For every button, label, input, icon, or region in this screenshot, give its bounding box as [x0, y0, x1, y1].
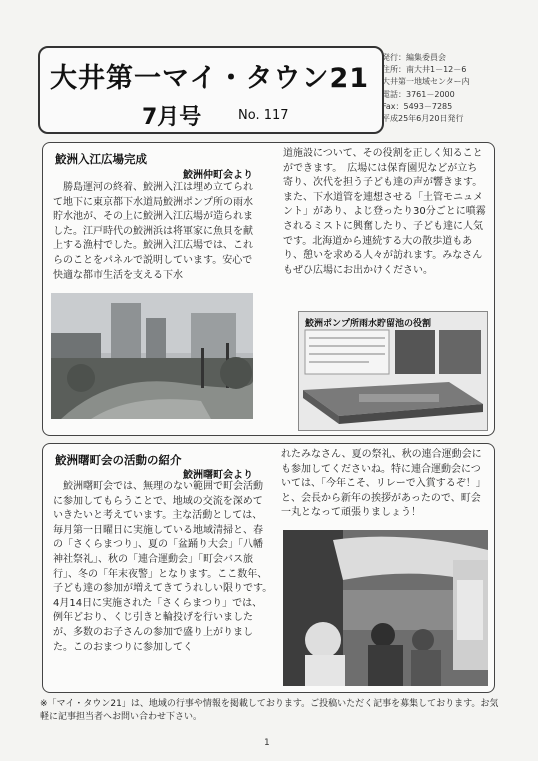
page-number: 1 — [264, 738, 270, 748]
publisher-address: 住所：南大井1－12－6 — [382, 65, 467, 75]
footer-note: ※「マイ・タウン21」は、地域の行事や情報を掲載しております。ご投稿いただく記事を募集しております。お気軽に記事担当者へお問い合わせ下さい。 — [40, 699, 499, 722]
article-samezu-plaza — [42, 142, 495, 436]
publisher-fax: Fax：5493－7285 — [382, 101, 453, 111]
issue-number: No. 117 — [238, 108, 289, 123]
diagram-title: 鮫洲ポンプ所雨水貯留池の役割 — [305, 319, 432, 329]
festival-photo — [283, 530, 488, 686]
publish-date: 平成25年6月20日発行 — [382, 114, 464, 124]
plaza-photo-image — [51, 293, 253, 419]
diagram-illustration — [299, 312, 487, 430]
publisher-address-2: 大井第一地域センター内 — [382, 77, 470, 87]
article-byline: 鮫洲仲町会より — [183, 170, 253, 181]
publisher-info — [382, 52, 504, 125]
article-title: 鮫洲曙町会の活動の紹介 — [55, 453, 182, 467]
article-title: 鮫洲入江広場完成 — [55, 152, 147, 166]
article-body-right: 道施設について、その役割を正しく知ることができます。 広場には保育園児などが立ち寄り、次代を担う子ども達の声が響きます。また、下水道管を連想させる「土管モニュメント」があり、よじ登ったり30分ごとに噴霧されるミストに興奮したり、子ども達に人気です。北海道から連続する大の散歩道もあり、憩いを求める人々が訪れます。みなさんもぜひ広場にお出かけください。 — [283, 148, 486, 276]
festival-photo-image — [283, 530, 488, 686]
article-byline: 鮫洲曙町会より — [183, 470, 253, 481]
article-body-left: 鮫洲曙町会では、無理のない範囲で町会活動に参加してもらうことで、地域の交流を深めていきたいと考えています。主な活動としては、毎月第一日曜日に実施している地域清掃と、春の「さくらまつり」、夏の「盆踊り大会」「八幡神社祭礼」、秋の「連合運動会」「町会バス旅行」、冬の「年末夜警」となります。ここ数年、子ども達の参加が増えてきてうれしい限りです。 4月14日に実施された「さくらまつり」では、例年どおり、くじ引きと輪投げを行いましたが、多数のお子さんの参加で盛り上がりました。このおまつりに参加してく — [53, 481, 278, 653]
publisher-phone: 電話：3761－2000 — [382, 89, 455, 99]
plaza-photo — [51, 293, 253, 419]
issue-month: 7月号 — [142, 105, 202, 130]
publisher-line: 発行：編集委員会 — [382, 53, 446, 62]
article-body-left: 勝島運河の終着、鮫洲入江は埋め立てられて地下に東京都下水道局鮫洲ポンプ所の雨水貯水池が、その上に鮫洲入江広場が造られました。江戸時代の鮫洲浜は将軍家に魚貝を献上する漁村でした。鮫洲入江広場では、これらのことをパネルで説明しています。安心で快適な都市生活を支える下水 — [53, 182, 253, 281]
article-akebono-activities — [42, 443, 495, 693]
storage-pond-diagram — [298, 311, 488, 431]
article-body-right: れたみなさん、夏の祭礼、秋の連合運動会にも参加してくださいね。特に連合運動会については、「今年こそ、リレーで入賞するぞ！」と、会長から新年の挨拶があったので、町会一丸となって頑張りましょう！ — [281, 449, 486, 519]
masthead — [38, 46, 384, 134]
newsletter-title: 大井第一マイ・タウン21 — [50, 63, 370, 94]
